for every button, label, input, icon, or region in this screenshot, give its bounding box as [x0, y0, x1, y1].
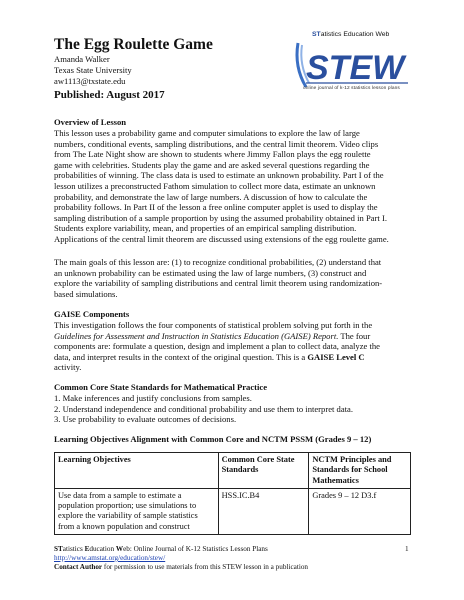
gaise-heading: GAISE Components: [54, 309, 130, 319]
footer-contact-line: Contact Author for permission to use materials from this STEW lesson in a publication: [54, 563, 309, 571]
author-name: Amanda Walker: [54, 54, 110, 64]
published-date: Published: August 2017: [54, 89, 165, 101]
overview-paragraph-2: The main goals of this lesson are: (1) to recognize conditional probabilities, (2) understand that an unknown probability can be estimated using the law of large numbers, (3) construct and explore the variability of sampling distributions and central limit theorem using randomization- based simulations.: [54, 257, 383, 299]
overview-paragraph-1: This lesson uses a probability game and computer simulations to explore the law of large numbers, conditional events, sampling distributions, and the central limit theorem. Video clips from The Late Night show are shown to students where Jimmy Fallon plays the egg roulette game with celebrities. Students play the game and are asked several questions regarding the probabilities of winning. The class data is used to estimate an unknown probability. Part I of the lesson utilizes a preconstructed Fathom simulation to collect more data, estimate an unknown probability, and demonstrate the law of large numbers. A discussion of how to calculate the probability follows. In Part II of the lesson a free online computer applet is used to display the sampling distribution of a sample proportion by using the assumed probability obtained in Part I. Students explore variability, mean, and properties of an empirical sampling distribution. Applications of the central limit theorem are discussed using extensions of the egg roulette game.: [54, 128, 389, 244]
author-email[interactable]: aw1113@txstate.edu: [54, 76, 126, 86]
page-title: The Egg Roulette Game: [54, 36, 213, 53]
objectives-table: [54, 452, 411, 535]
column-header-objectives: Learning Objectives: [55, 453, 219, 489]
page-number: 1: [405, 545, 409, 553]
objective-cell: Use data from a sample to estimate a population proportion; use simulations to explore the variability of sample statistics from a known population and construct: [55, 488, 219, 534]
footer-journal-line: STatistics Education Web: Online Journal of K-12 Statistics Lesson Plans: [54, 545, 268, 553]
common-core-list: [54, 393, 414, 425]
table-header-row: [55, 453, 411, 489]
contact-author-link[interactable]: Contact Author: [54, 563, 103, 571]
logo-tagline: online journal of k-12 statistics lesson plans: [303, 86, 400, 91]
column-header-ccss: Common Core State Standards: [218, 453, 309, 489]
footer-link[interactable]: http://www.amstat.org/education/stew/: [54, 554, 166, 562]
list-item: 2. Understand independence and conditional probability and use them to interpret data.: [54, 403, 354, 414]
common-core-heading: Common Core State Standards for Mathematical Practice: [54, 382, 268, 392]
column-header-nctm: NCTM Principles and Standards for School Mathematics: [309, 453, 411, 489]
author-affiliation: Texas State University: [54, 65, 132, 75]
page-footer: [54, 545, 308, 572]
ccss-cell: HSS.IC.B4: [218, 488, 309, 534]
objectives-heading: Learning Objectives Alignment with Common Core and NCTM PSSM (Grades 9 – 12): [54, 434, 372, 444]
logo-wordmark: STEW: [306, 49, 405, 87]
overview-heading: Overview of Lesson: [54, 117, 127, 127]
table-row: [55, 488, 411, 534]
gaise-paragraph: This investigation follows the four components of statistical problem solving put forth in the Guidelines for Assessment and Instruction in Statistics Education (GAISE) Report. The four components are: formulate a question, design and implement a plan to collect data, analyze the data, and interpret results in the context of the original question. This is a GAISE Level C activity.: [54, 320, 380, 373]
list-item: 3. Use probability to evaluate outcomes of decisions.: [54, 414, 237, 425]
list-item: 1. Make inferences and justify conclusions from samples.: [54, 393, 252, 403]
logo-caption: STatistics Education Web: [312, 31, 390, 38]
nctm-cell: Grades 9 – 12 D3.f: [309, 488, 411, 534]
